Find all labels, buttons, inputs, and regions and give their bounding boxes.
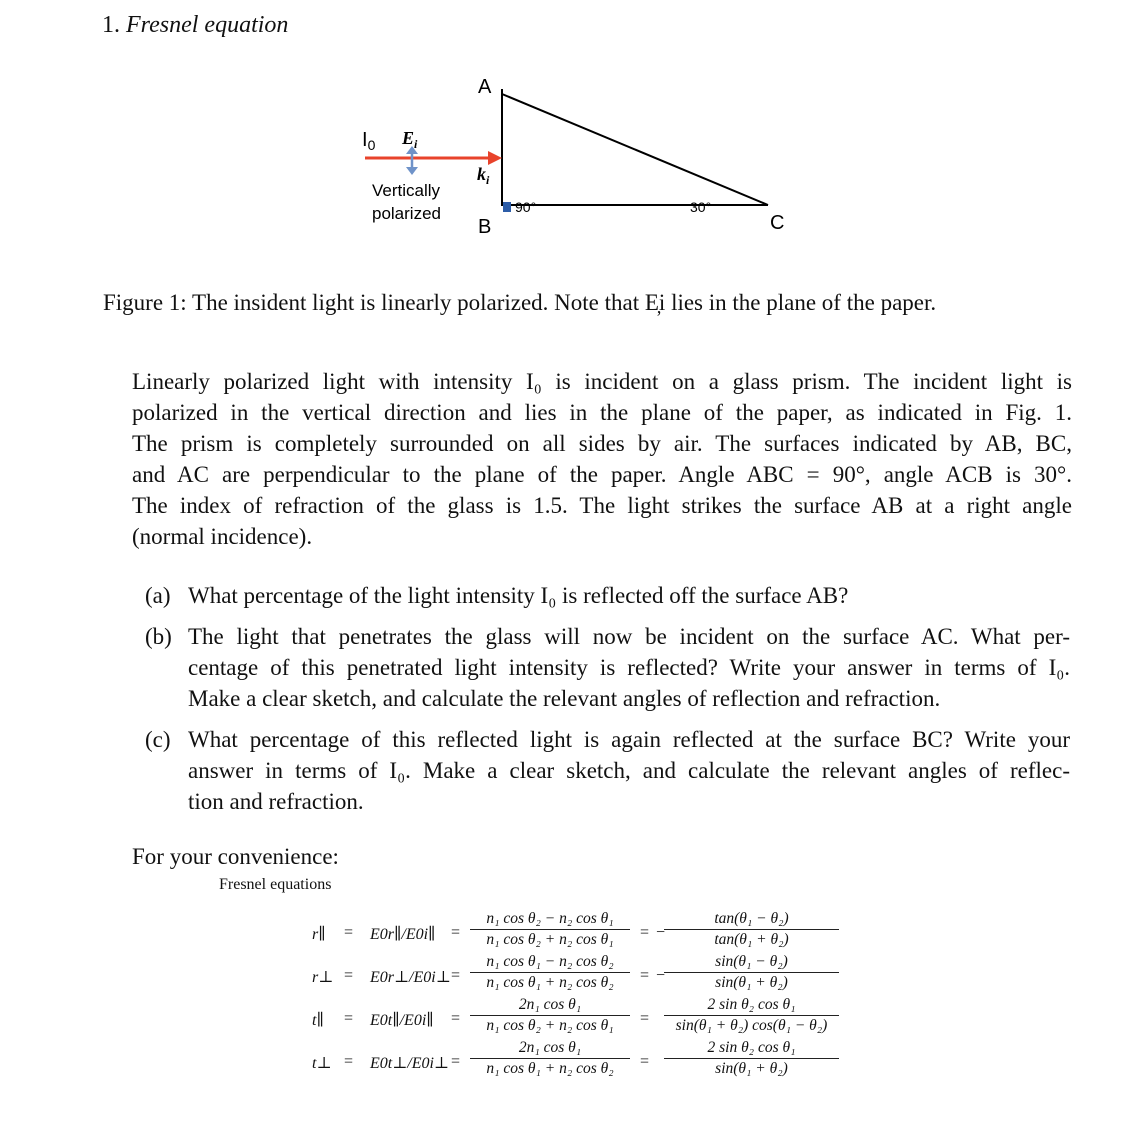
question-line: What percentage of the light intensity I₀ is reflected off the surface AB? [188, 583, 849, 608]
equals-sign: = [344, 924, 354, 941]
fraction-denominator: n₁ cos θ₁ + n₂ cos θ₂ [486, 1060, 614, 1077]
angle-b-label: 90° [515, 199, 537, 215]
fraction-numerator: 2 sin θ₂ cos θ₁ [664, 996, 839, 1016]
fraction-refractive [470, 996, 630, 1035]
fraction-numerator: tan(θ₁ − θ₂) [664, 910, 839, 930]
field-ratio: E0r∥/E0i∥ [370, 926, 436, 943]
fresnel-subheading: Fresnel equations [219, 876, 332, 893]
fraction-angular [664, 1039, 839, 1078]
right-angle-marker [503, 202, 511, 212]
statement-line: (normal incidence). [132, 524, 313, 549]
statement-line: Linearly polarized light with intensity I₀ is incident on a glass prism. The incident light is [132, 369, 1072, 394]
problem-number: 1. [102, 12, 120, 38]
equals-sign: = [451, 1010, 461, 1027]
prism-diagram [340, 68, 800, 248]
question-label: (a) [145, 583, 171, 608]
field-label: $E_i$ [402, 128, 418, 151]
field-ratio: E0t∥/E0i∥ [370, 1012, 434, 1029]
fraction-numerator: sin(θ₁ − θ₂) [664, 953, 839, 973]
fraction-angular [664, 910, 839, 949]
question-line: answer in terms of I₀. Make a clear sketch, and calculate the relevant angles of reflec- [188, 758, 1070, 783]
question-line: What percentage of this reflected light is again reflected at the surface BC? Write your [188, 727, 1070, 752]
fraction-refractive [470, 1039, 630, 1078]
sign: − [656, 924, 666, 941]
wavevector-label: $k_i$ [477, 164, 490, 187]
problem-statement [132, 366, 1072, 552]
equation-lhs: t∥ [312, 1012, 324, 1029]
question-label: (c) [145, 727, 171, 752]
fraction-numerator: 2n₁ cos θ₁ [470, 1039, 630, 1059]
question-line: centage of this penetrated light intensity is reflected? Write your answer in terms of I₀. [188, 655, 1070, 680]
equals-sign: = [640, 924, 650, 941]
fraction-refractive [470, 910, 630, 949]
polarization-label-line2: polarized [372, 204, 441, 223]
problem-title: Fresnel equation [126, 12, 289, 38]
vertex-c-label: C [770, 212, 785, 234]
fraction-denominator: n₁ cos θ₁ + n₂ cos θ₂ [486, 974, 614, 991]
equals-sign: = [640, 967, 650, 984]
statement-line: The index of refraction of the glass is 1.5. The light strikes the surface AB at a right angle [132, 493, 1072, 518]
fraction-numerator: n₁ cos θ₂ − n₂ cos θ₁ [470, 910, 630, 930]
equals-sign: = [344, 1053, 354, 1070]
question-line: Make a clear sketch, and calculate the relevant angles of reflection and refraction. [188, 686, 941, 711]
fraction-numerator: n₁ cos θ₁ − n₂ cos θ₂ [470, 953, 630, 973]
question-line: tion and refraction. [188, 789, 364, 814]
field-ratio: E0r⊥/E0i⊥ [370, 969, 451, 986]
polarization-label-line1: Vertically [372, 181, 441, 200]
fraction-angular [664, 996, 839, 1035]
fraction-denominator: tan(θ₁ + θ₂) [714, 931, 789, 948]
fraction-denominator: n₁ cos θ₂ + n₂ cos θ₁ [486, 931, 614, 948]
fraction-numerator: 2 sin θ₂ cos θ₁ [664, 1039, 839, 1059]
convenience-heading: For your convenience: [132, 844, 339, 869]
prism-hypotenuse-ac [502, 94, 768, 205]
field-ratio: E0t⊥/E0i⊥ [370, 1055, 449, 1072]
equals-sign: = [640, 1053, 650, 1070]
fraction-denominator: n₁ cos θ₂ + n₂ cos θ₁ [486, 1017, 614, 1034]
fraction-numerator: 2n₁ cos θ₁ [470, 996, 630, 1016]
angle-c-label: 30° [690, 199, 712, 215]
vertex-b-label: B [478, 216, 492, 238]
equation-lhs: r⊥ [312, 969, 334, 986]
equals-sign: = [344, 1010, 354, 1027]
question-label: (b) [145, 624, 172, 649]
fraction-denominator: sin(θ₁ + θ₂) [715, 1060, 788, 1077]
equals-sign: = [344, 967, 354, 984]
incident-beam-arrowhead [488, 151, 502, 165]
figure-caption: Figure 1: The insident light is linearly polarized. Note that E̦i lies in the plane of the paper. [103, 290, 937, 315]
statement-line: polarized in the vertical direction and lies in the plane of the paper, as indicated in Fig. 1. [132, 400, 1072, 425]
problem-heading [102, 12, 288, 39]
fraction-denominator: sin(θ₁ + θ₂) [715, 974, 788, 991]
fraction-denominator: sin(θ₁ + θ₂) cos(θ₁ − θ₂) [675, 1017, 828, 1034]
vertex-a-label: A [478, 76, 492, 98]
equation-lhs: t⊥ [312, 1055, 332, 1072]
equals-sign: = [451, 924, 461, 941]
intensity-label: $I_0$ [362, 129, 376, 153]
sign: − [656, 967, 666, 984]
prism-figure [340, 68, 800, 248]
statement-line: and AC are perpendicular to the plane of the paper. Angle ABC = 90°, angle ACB is 30°. [132, 462, 1072, 487]
equals-sign: = [451, 967, 461, 984]
equals-sign: = [451, 1053, 461, 1070]
question-line: The light that penetrates the glass will now be incident on the surface AC. What per- [188, 624, 1070, 649]
fraction-angular [664, 953, 839, 992]
fraction-refractive [470, 953, 630, 992]
equals-sign: = [640, 1010, 650, 1027]
equation-lhs: r∥ [312, 926, 326, 943]
statement-line: The prism is completely surrounded on all sides by air. The surfaces indicated by AB, BC, [132, 431, 1072, 456]
